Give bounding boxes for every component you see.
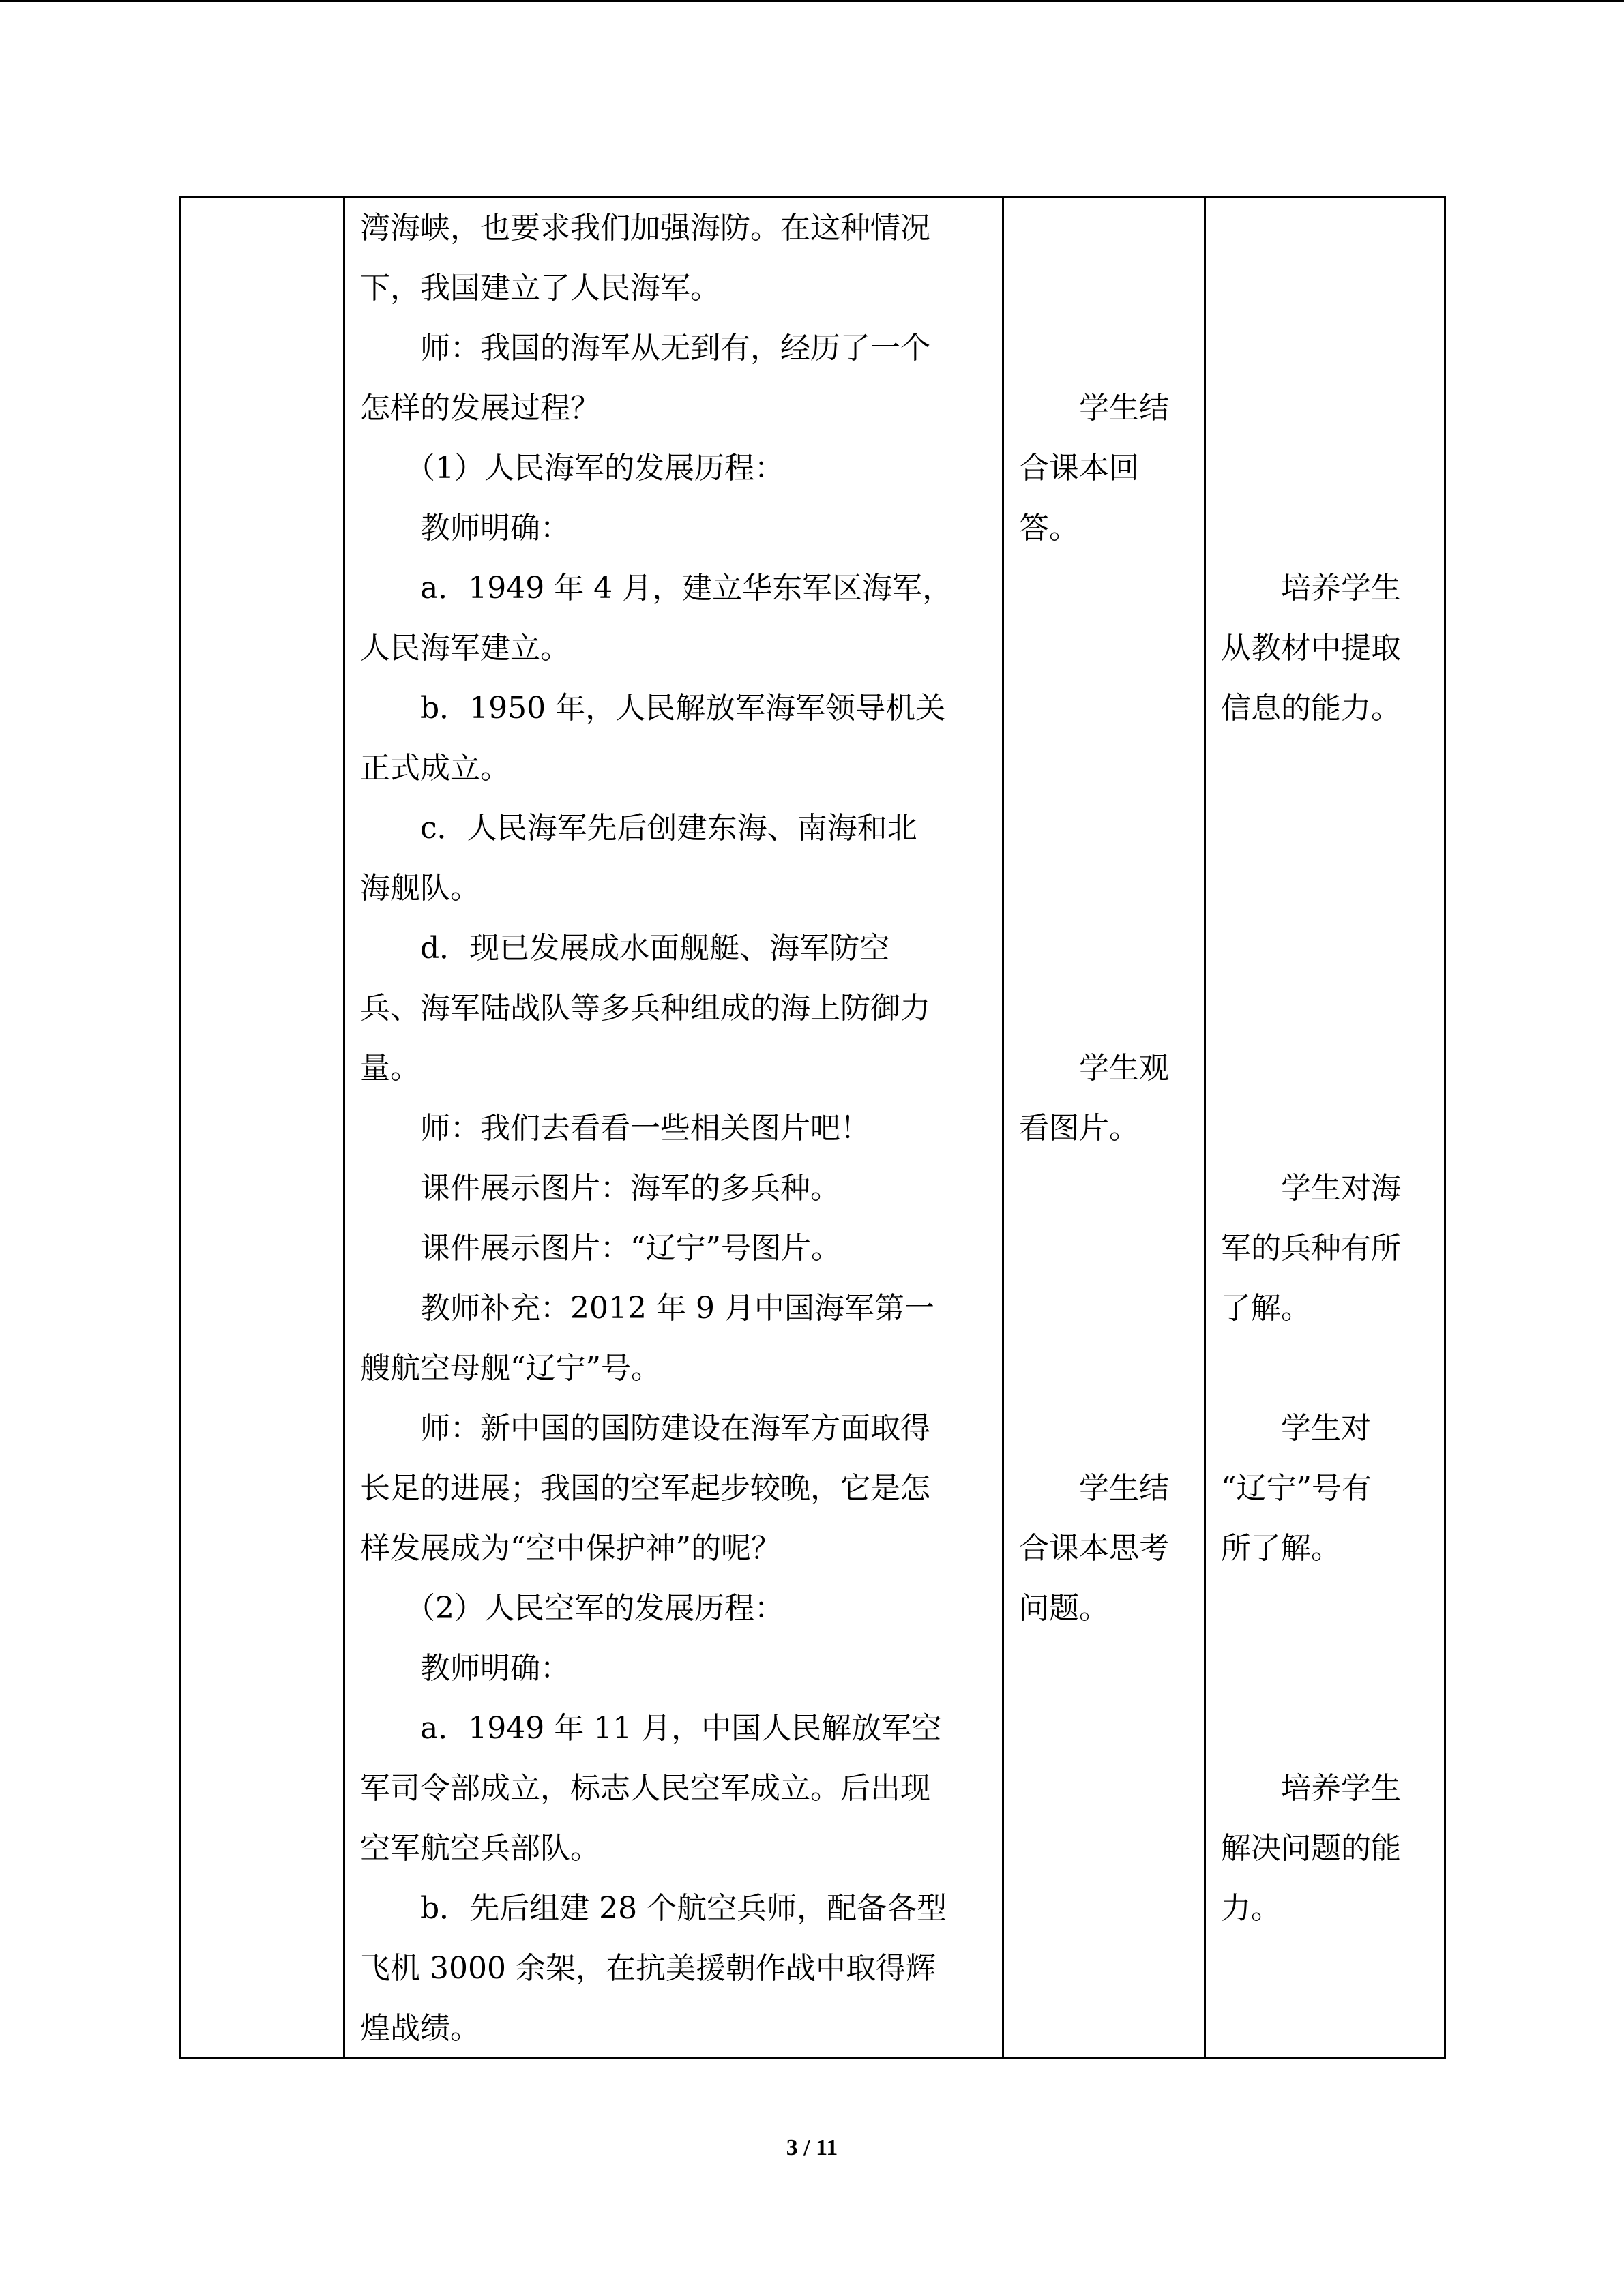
student-activity-line: 合课本思考: [1019, 1531, 1169, 1566]
student-activity-line: 看图片。: [1019, 1111, 1139, 1146]
content-line: 艘航空母舰“辽宁”号。: [360, 1351, 661, 1386]
page-number: 3 / 11: [786, 2135, 838, 2160]
content-line: 兵、海军陆战队等多兵种组成的海上防御力: [360, 991, 930, 1026]
content-line: 师：我们去看看一些相关图片吧！: [360, 1111, 870, 1146]
content-line: 飞机 3000 余架，在抗美援朝作战中取得辉: [360, 1951, 936, 1986]
design-intent-line: 学生对: [1221, 1411, 1371, 1446]
content-line: 教师明确：: [360, 511, 570, 546]
content-line: 教师补充：2012 年 9 月中国海军第一: [360, 1291, 934, 1326]
student-activity-line: 合课本回: [1019, 451, 1139, 486]
design-intent-line: 力。: [1221, 1891, 1281, 1926]
content-line: 量。: [360, 1051, 420, 1086]
content-line: 长足的进展；我国的空军起步较晚，它是怎: [360, 1471, 930, 1506]
design-intent-line: 了解。: [1221, 1291, 1311, 1326]
content-line: d．现已发展成水面舰艇、海军防空: [360, 931, 890, 966]
design-intent-line: “辽宁”号有: [1221, 1471, 1372, 1506]
student-activity-line: 学生结: [1019, 1471, 1169, 1506]
student-activity-cell: [1019, 198, 1203, 2057]
content-line: 正式成立。: [360, 751, 510, 786]
content-line: （1）人民海军的发展历程：: [360, 451, 784, 486]
column-divider: [1002, 198, 1004, 2057]
design-intent-line: 解决问题的能: [1221, 1831, 1401, 1866]
student-activity-line: 问题。: [1019, 1591, 1109, 1626]
content-line: b．先后组建 28 个航空兵师，配备各型: [360, 1891, 947, 1926]
design-intent-line: 学生对海: [1221, 1171, 1401, 1206]
design-intent-cell: [1221, 198, 1446, 2057]
column-divider: [343, 198, 345, 2057]
teaching-content-cell: [360, 198, 994, 2057]
content-line: a．1949 年 4 月，建立华东军区海军，: [360, 571, 953, 606]
content-line: 课件展示图片：“辽宁”号图片。: [360, 1231, 841, 1266]
content-line: 人民海军建立。: [360, 631, 570, 666]
student-activity-line: 答。: [1019, 511, 1079, 546]
content-line: 煌战绩。: [360, 2011, 480, 2046]
student-activity-line: 学生观: [1019, 1051, 1169, 1086]
content-line: 下，我国建立了人民海军。: [360, 271, 720, 305]
content-line: 湾海峡，也要求我们加强海防。在这种情况: [360, 211, 930, 245]
content-line: 教师明确：: [360, 1651, 570, 1686]
content-line: 师：我国的海军从无到有，经历了一个: [360, 331, 930, 366]
student-activity-line: 学生结: [1019, 391, 1169, 426]
content-line: 师：新中国的国防建设在海军方面取得: [360, 1411, 930, 1446]
design-intent-line: 培养学生: [1221, 1771, 1401, 1806]
content-line: 样发展成为“空中保护神”的呢？: [360, 1531, 781, 1566]
content-line: （2）人民空军的发展历程：: [360, 1591, 784, 1626]
content-line: 空军航空兵部队。: [360, 1831, 600, 1866]
top-rule: [0, 0, 1624, 2]
content-line: 课件展示图片：海军的多兵种。: [360, 1171, 840, 1206]
content-line: 怎样的发展过程？: [360, 391, 600, 426]
content-line: a．1949 年 11 月，中国人民解放军空: [360, 1711, 942, 1746]
design-intent-line: 信息的能力。: [1221, 691, 1401, 726]
design-intent-line: 培养学生: [1221, 571, 1401, 606]
content-line: 军司令部成立，标志人民空军成立。后出现: [360, 1771, 930, 1806]
design-intent-line: 所了解。: [1221, 1531, 1341, 1566]
lesson-table: [179, 196, 1446, 2059]
content-line: b．1950 年，人民解放军海军领导机关: [360, 691, 946, 726]
content-line: 海舰队。: [360, 871, 480, 906]
column-divider: [1204, 198, 1206, 2057]
design-intent-line: 从教材中提取: [1221, 631, 1401, 666]
content-line: c．人民海军先后创建东海、南海和北: [360, 811, 917, 846]
design-intent-line: 军的兵种有所: [1221, 1231, 1401, 1266]
